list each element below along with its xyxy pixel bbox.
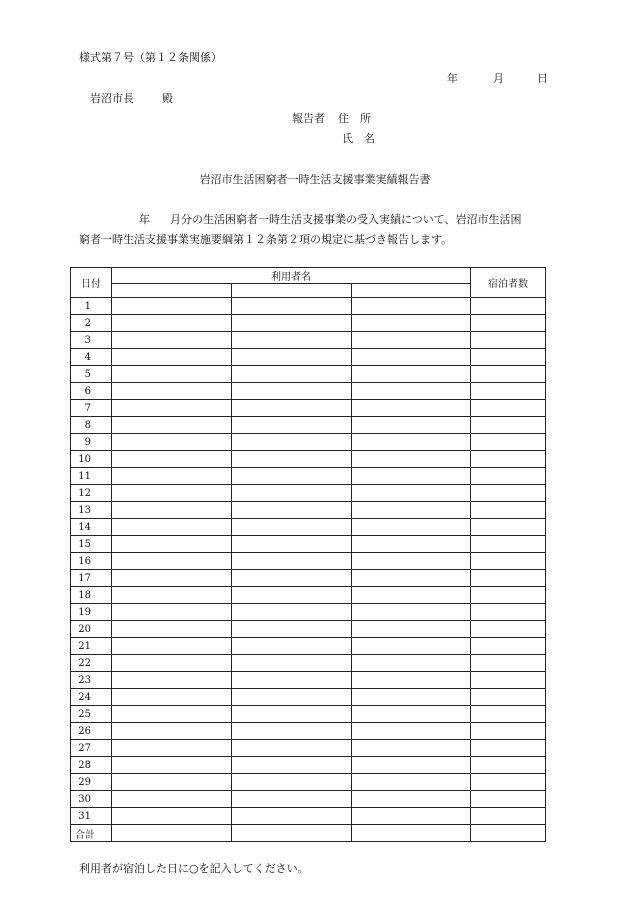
user-cell-2[interactable] (232, 706, 352, 723)
user-cell-3[interactable] (352, 604, 471, 621)
table-row (71, 672, 546, 689)
user-cell-1[interactable] (112, 400, 232, 417)
date-year: 年 (447, 72, 458, 85)
user-cell-1[interactable] (112, 315, 232, 332)
table-row (71, 723, 546, 740)
user-cell-2[interactable] (232, 808, 352, 825)
user-cell-2[interactable] (232, 723, 352, 740)
row-label: 13 (71, 502, 112, 519)
form-number: 様式第７号（第１２条関係） (79, 51, 222, 64)
user-cell-3[interactable] (352, 825, 471, 842)
nights-cell[interactable] (471, 502, 546, 519)
row-label: 1 (71, 298, 112, 315)
user-cell-2[interactable] (232, 740, 352, 757)
user-cell-2[interactable] (232, 655, 352, 672)
body-year-label: 年 (139, 213, 150, 226)
user-cell-1[interactable] (112, 621, 232, 638)
table-row (71, 434, 546, 451)
user-cell-1[interactable] (112, 502, 232, 519)
user-cell-2[interactable] (232, 417, 352, 434)
date-line (447, 70, 548, 86)
nights-cell[interactable] (471, 349, 546, 366)
date-day: 日 (537, 72, 548, 85)
table-row (71, 366, 546, 383)
row-label: 11 (71, 468, 112, 485)
instruction-note: 利用者が宿泊した日に○を記入してください。 (79, 862, 309, 875)
user-cell-1[interactable] (112, 655, 232, 672)
user-cell-3[interactable] (352, 400, 471, 417)
user-cell-3[interactable] (352, 434, 471, 451)
row-label: 26 (71, 723, 112, 740)
user-cell-3[interactable] (352, 417, 471, 434)
body-line-2: 窮者一時生活支援事業実施要綱第１２条第２項の規定に基づき報告します。 (79, 233, 453, 246)
user-cell-2[interactable] (232, 791, 352, 808)
user-cell-3[interactable] (352, 332, 471, 349)
user-cell-3[interactable] (352, 638, 471, 655)
body-text (79, 210, 549, 250)
user-cell-2[interactable] (232, 757, 352, 774)
user-cell-2[interactable] (232, 672, 352, 689)
table-row (71, 417, 546, 434)
nights-cell[interactable] (471, 553, 546, 570)
row-label: 28 (71, 757, 112, 774)
row-label: 14 (71, 519, 112, 536)
user-cell-1[interactable] (112, 638, 232, 655)
user-cell-3[interactable] (352, 587, 471, 604)
nights-cell[interactable] (471, 298, 546, 315)
user-cell-1[interactable] (112, 672, 232, 689)
table-row (71, 400, 546, 417)
table-row (71, 315, 546, 332)
row-label: 21 (71, 638, 112, 655)
user-cell-1[interactable] (112, 468, 232, 485)
table-row (71, 349, 546, 366)
user-cell-2[interactable] (232, 451, 352, 468)
user-cell-1[interactable] (112, 808, 232, 825)
table-row (71, 383, 546, 400)
document-title: 岩沼市生活困窮者一時生活支援事業実績報告書 (199, 173, 431, 186)
body-line-1-text: 月分の生活困窮者一時生活支援事業の受入実績について、岩沼市生活困 (170, 213, 522, 226)
user-cell-3[interactable] (352, 774, 471, 791)
table-row (71, 621, 546, 638)
user-cell-1[interactable] (112, 451, 232, 468)
user-cell-2[interactable] (232, 553, 352, 570)
row-label: 4 (71, 349, 112, 366)
body-line-1 (79, 210, 549, 230)
table-row (71, 451, 546, 468)
user-cell-2[interactable] (232, 604, 352, 621)
user-cell-3[interactable] (352, 757, 471, 774)
nights-cell[interactable] (471, 706, 546, 723)
user-cell-3[interactable] (352, 672, 471, 689)
user-cell-1[interactable] (112, 485, 232, 502)
user-cell-2[interactable] (232, 570, 352, 587)
row-label: 2 (71, 315, 112, 332)
nights-cell[interactable] (471, 587, 546, 604)
total-row (71, 825, 546, 842)
user-cell-1[interactable] (112, 349, 232, 366)
row-label: 12 (71, 485, 112, 502)
nights-cell[interactable] (471, 519, 546, 536)
nights-cell[interactable] (471, 468, 546, 485)
row-label: 19 (71, 604, 112, 621)
table-row (71, 774, 546, 791)
user-cell-1[interactable] (112, 825, 232, 842)
table-row (71, 570, 546, 587)
user-cell-2[interactable] (232, 468, 352, 485)
user-cell-2[interactable] (232, 689, 352, 706)
user-cell-2[interactable] (232, 825, 352, 842)
user-cell-1[interactable] (112, 604, 232, 621)
nights-cell[interactable] (471, 740, 546, 757)
nights-cell[interactable] (471, 434, 546, 451)
user-cell-3[interactable] (352, 808, 471, 825)
date-month: 月 (493, 72, 504, 85)
row-label: 20 (71, 621, 112, 638)
nights-cell[interactable] (471, 638, 546, 655)
user-cell-2[interactable] (232, 434, 352, 451)
user-cell-3[interactable] (352, 298, 471, 315)
user-cell-3[interactable] (352, 553, 471, 570)
row-label: 24 (71, 689, 112, 706)
user-cell-1[interactable] (112, 706, 232, 723)
user-cell-3[interactable] (352, 451, 471, 468)
row-label: 10 (71, 451, 112, 468)
user-cell-1[interactable] (112, 298, 232, 315)
user-cell-3[interactable] (352, 315, 471, 332)
addressee-suffix: 殿 (162, 92, 173, 105)
row-label: 17 (71, 570, 112, 587)
table-row (71, 298, 546, 315)
reporter-name-row (342, 130, 375, 146)
table-row (71, 502, 546, 519)
header-date: 日付 (71, 268, 112, 298)
report-table (70, 267, 546, 842)
addressee-name: 岩沼市長 (90, 92, 134, 105)
user-cell-1[interactable] (112, 689, 232, 706)
table-row (71, 587, 546, 604)
table-row (71, 468, 546, 485)
nights-cell[interactable] (471, 621, 546, 638)
user-cell-2[interactable] (232, 332, 352, 349)
user-cell-3[interactable] (352, 383, 471, 400)
row-label: 27 (71, 740, 112, 757)
table-row (71, 604, 546, 621)
user-cell-1[interactable] (112, 434, 232, 451)
user-cell-3[interactable] (352, 570, 471, 587)
user-cell-3[interactable] (352, 706, 471, 723)
nights-cell[interactable] (471, 672, 546, 689)
user-cell-3[interactable] (352, 468, 471, 485)
row-label: 3 (71, 332, 112, 349)
user-cell-2[interactable] (232, 502, 352, 519)
user-cell-1[interactable] (112, 553, 232, 570)
user-cell-3[interactable] (352, 502, 471, 519)
user-cell-3[interactable] (352, 723, 471, 740)
nights-cell[interactable] (471, 808, 546, 825)
nights-cell[interactable] (471, 332, 546, 349)
table-row (71, 553, 546, 570)
user-cell-3[interactable] (352, 689, 471, 706)
nights-cell[interactable] (471, 825, 546, 842)
user-cell-3[interactable] (352, 485, 471, 502)
user-cell-2[interactable] (232, 366, 352, 383)
user-cell-1[interactable] (112, 383, 232, 400)
user-cell-2[interactable] (232, 774, 352, 791)
row-label: 7 (71, 400, 112, 417)
row-label: 合計 (71, 825, 112, 842)
user-cell-2[interactable] (232, 587, 352, 604)
user-cell-2[interactable] (232, 298, 352, 315)
row-label: 15 (71, 536, 112, 553)
table-row (71, 536, 546, 553)
table-row (71, 638, 546, 655)
header-users: 利用者名 (112, 268, 471, 284)
address-label: 住 所 (338, 112, 371, 125)
row-label: 6 (71, 383, 112, 400)
user-cell-1[interactable] (112, 366, 232, 383)
table-body (71, 298, 546, 842)
table-row (71, 808, 546, 825)
table-row (71, 706, 546, 723)
row-label: 8 (71, 417, 112, 434)
user-name-col-1[interactable] (112, 284, 232, 298)
nights-cell[interactable] (471, 655, 546, 672)
nights-cell[interactable] (471, 400, 546, 417)
table-row (71, 740, 546, 757)
user-cell-1[interactable] (112, 536, 232, 553)
user-cell-2[interactable] (232, 315, 352, 332)
user-cell-3[interactable] (352, 536, 471, 553)
user-cell-2[interactable] (232, 383, 352, 400)
user-cell-3[interactable] (352, 621, 471, 638)
nights-cell[interactable] (471, 570, 546, 587)
user-cell-3[interactable] (352, 519, 471, 536)
user-cell-1[interactable] (112, 587, 232, 604)
user-cell-1[interactable] (112, 417, 232, 434)
user-cell-2[interactable] (232, 400, 352, 417)
reporter-address-row (292, 110, 371, 126)
table-row (71, 485, 546, 502)
nights-cell[interactable] (471, 383, 546, 400)
user-cell-2[interactable] (232, 638, 352, 655)
nights-cell[interactable] (471, 366, 546, 383)
nights-cell[interactable] (471, 315, 546, 332)
row-label: 5 (71, 366, 112, 383)
user-cell-1[interactable] (112, 740, 232, 757)
user-cell-2[interactable] (232, 536, 352, 553)
reporter-label: 報告者 (292, 112, 325, 125)
user-cell-1[interactable] (112, 332, 232, 349)
user-cell-1[interactable] (112, 723, 232, 740)
user-cell-2[interactable] (232, 485, 352, 502)
user-cell-2[interactable] (232, 349, 352, 366)
user-cell-1[interactable] (112, 774, 232, 791)
row-label: 31 (71, 808, 112, 825)
user-cell-3[interactable] (352, 740, 471, 757)
nights-cell[interactable] (471, 757, 546, 774)
addressee (90, 90, 173, 106)
table-row (71, 332, 546, 349)
nights-cell[interactable] (471, 604, 546, 621)
nights-cell[interactable] (471, 536, 546, 553)
user-cell-1[interactable] (112, 791, 232, 808)
row-label: 30 (71, 791, 112, 808)
row-label: 9 (71, 434, 112, 451)
user-cell-3[interactable] (352, 349, 471, 366)
nights-cell[interactable] (471, 417, 546, 434)
table-row (71, 757, 546, 774)
row-label: 23 (71, 672, 112, 689)
row-label: 22 (71, 655, 112, 672)
table-row (71, 689, 546, 706)
nights-cell[interactable] (471, 791, 546, 808)
user-cell-1[interactable] (112, 519, 232, 536)
row-label: 29 (71, 774, 112, 791)
row-label: 25 (71, 706, 112, 723)
nights-cell[interactable] (471, 723, 546, 740)
table-row (71, 791, 546, 808)
header-nights: 宿泊者数 (471, 268, 546, 298)
user-name-col-3[interactable] (352, 284, 471, 298)
user-cell-1[interactable] (112, 570, 232, 587)
user-cell-3[interactable] (352, 791, 471, 808)
user-cell-3[interactable] (352, 655, 471, 672)
user-cell-2[interactable] (232, 519, 352, 536)
nights-cell[interactable] (471, 689, 546, 706)
nights-cell[interactable] (471, 485, 546, 502)
row-label: 16 (71, 553, 112, 570)
user-name-col-2[interactable] (232, 284, 352, 298)
user-cell-1[interactable] (112, 757, 232, 774)
user-cell-3[interactable] (352, 366, 471, 383)
name-label: 氏 名 (342, 132, 375, 145)
nights-cell[interactable] (471, 774, 546, 791)
table-row (71, 655, 546, 672)
nights-cell[interactable] (471, 451, 546, 468)
row-label: 18 (71, 587, 112, 604)
user-cell-2[interactable] (232, 621, 352, 638)
table-row (71, 519, 546, 536)
